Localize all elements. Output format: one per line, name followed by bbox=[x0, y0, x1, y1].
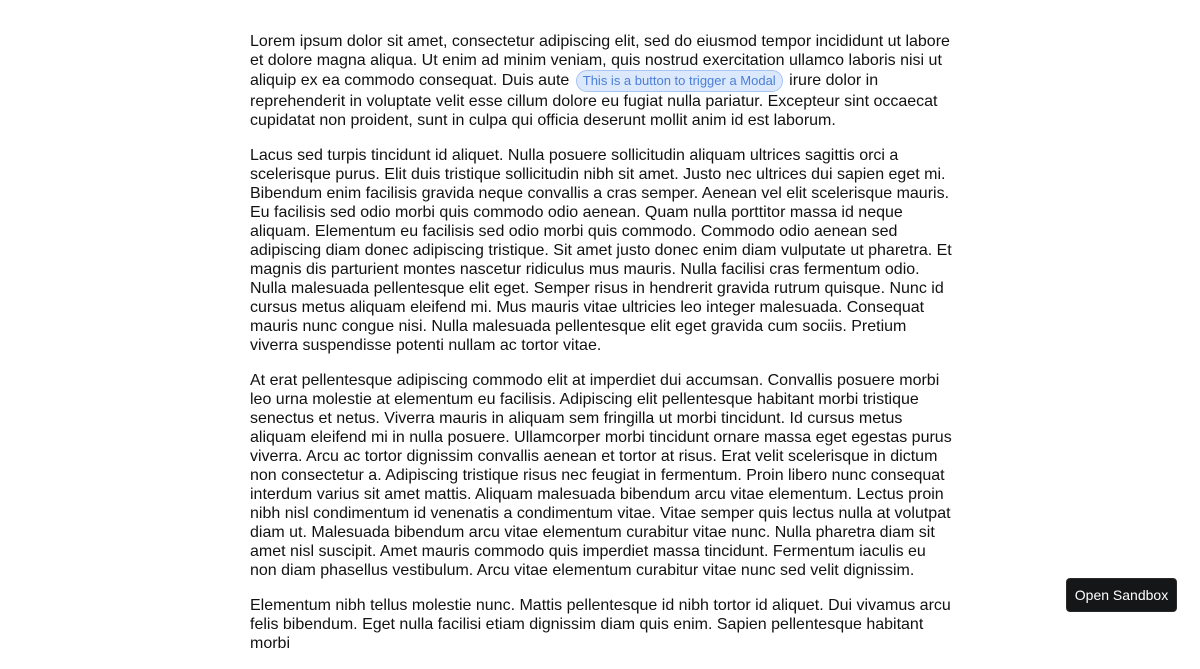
paragraph-text: Lorem ipsum dolor sit amet, consectetur adipiscing elit, sed do eiusmod tempor incididunt ut labore et dolore magna aliqua. Ut enim ad minim veniam, quis nostrud exercitation ullamco laboris nisi ut aliquip ex ea commodo consequat. Duis aute bbox=[250, 33, 950, 90]
open-modal-button[interactable]: This is a button to trigger a Modal bbox=[576, 70, 783, 92]
paragraph-4: Elementum nibh tellus molestie nunc. Mattis pellentesque id nibh tortor id aliquet. Dui vivamus arcu felis bibendum. Eget nulla facilisi etiam dignissim diam quis enim. Sapien pellentesque habitant morbi bbox=[250, 597, 951, 652]
paragraph-2: Lacus sed turpis tincidunt id aliquet. Nulla posuere sollicitudin aliquam ultrices sagittis orci a scelerisque purus. Elit duis tristique sollicitudin nibh sit amet. Justo nec ultrices dui sapien eget mi. Bibendum enim facilisis gravida neque convallis a cras semper. Aenean vel elit scelerisque mauris. Eu facilisis sed odio morbi quis commodo odio aenean. Quam nulla porttitor massa id neque aliquam. Elementum eu facilisis sed odio morbi quis commodo. Commodo odio aenean sed adipiscing diam donec adipiscing tristique. Sit amet justo donec enim diam vulputate ut pharetra. Et magnis dis parturient montes nascetur ridiculus mus mauris. Nulla facilisi cras fermentum odio. Nulla malesuada pellentesque elit eget. Semper risus in hendrerit gravida rutrum quisque. Nunc id cursus metus aliquam eleifend mi. Mus mauris vitae ultricies leo integer malesuada. Consequat mauris nunc congue nisi. Nulla malesuada pellentesque elit eget gravida cum sociis. Pretium viverra suspendisse potenti nullam ac tortor vitae. bbox=[250, 147, 952, 354]
open-sandbox-button[interactable]: Open Sandbox bbox=[1066, 578, 1177, 612]
article-content bbox=[250, 32, 952, 669]
paragraph-1 bbox=[250, 32, 952, 130]
paragraph-text: irure dolor in reprehenderit in voluptate velit esse cillum dolore eu fugiat nulla pariatur. Excepteur sint occaecat cupidatat non proident, sunt in culpa qui officia deserunt mollit anim id est laborum. bbox=[250, 72, 938, 129]
paragraph-3: At erat pellentesque adipiscing commodo elit at imperdiet dui accumsan. Convallis posuere morbi leo urna molestie at elementum eu facilisis. Adipiscing elit pellentesque habitant morbi tristique senectus et netus. Viverra mauris in aliquam sem fringilla ut morbi tincidunt. Id cursus metus aliquam eleifend mi in nulla posuere. Ullamcorper morbi tincidunt ornare massa eget egestas purus viverra. Arcu ac tortor dignissim convallis aenean et tortor at risus. Erat velit scelerisque in dictum non consectetur a. Adipiscing tristique risus nec feugiat in fermentum. Proin libero nunc consequat interdum varius sit amet mattis. Aliquam malesuada bibendum arcu vitae elementum. Lectus proin nibh nisl condimentum id venenatis a condimentum vitae. Vitae semper quis lectus nulla at volutpat diam ut. Malesuada bibendum arcu vitae elementum curabitur vitae nunc. Nulla pharetra diam sit amet nisl suscipit. Amet mauris commodo quis imperdiet massa tincidunt. Fermentum iaculis eu non diam phasellus vestibulum. Arcu vitae elementum curabitur vitae nunc sed velit dignissim. bbox=[250, 372, 952, 579]
